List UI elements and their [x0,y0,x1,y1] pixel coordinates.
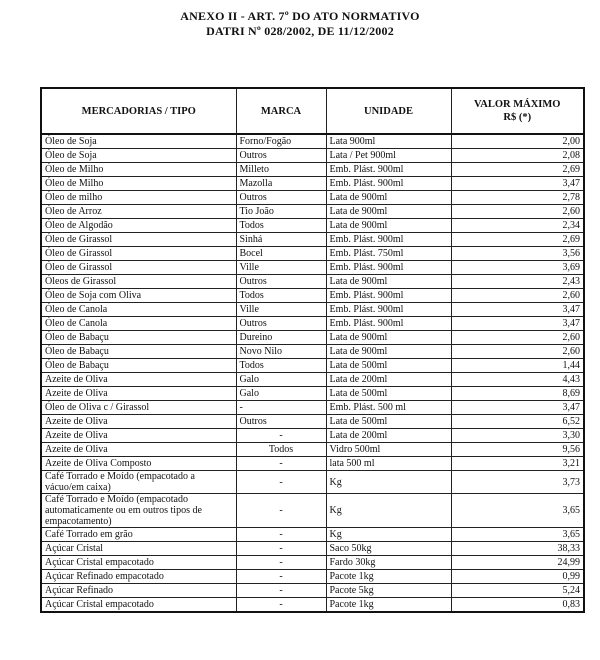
cell-marca: Mazolla [236,177,326,191]
cell-marca: Todos [236,443,326,457]
cell-valor: 2,60 [451,205,584,219]
table-row [41,205,584,219]
cell-unidade: Lata de 900ml [326,219,451,233]
table-row [41,373,584,387]
cell-valor: 3,21 [451,457,584,471]
table-row [41,387,584,401]
cell-valor: 5,24 [451,584,584,598]
cell-mercadoria: Óleo de Soja [41,134,236,149]
cell-mercadoria: Açúcar Refinado empacotado [41,570,236,584]
cell-mercadoria: Óleo de Babaçu [41,331,236,345]
table-row [41,233,584,247]
cell-valor: 8,69 [451,387,584,401]
cell-marca: Forno/Fogão [236,134,326,149]
cell-valor: 9,56 [451,443,584,457]
cell-mercadoria: Óleo de Babaçu [41,345,236,359]
table-row [41,494,584,528]
table-row [41,429,584,443]
cell-mercadoria: Azeite de Oliva [41,415,236,429]
table-row [41,415,584,429]
cell-marca: Bocel [236,247,326,261]
cell-unidade: Saco 50kg [326,542,451,556]
cell-valor: 3,47 [451,303,584,317]
cell-mercadoria: Óleo de Canola [41,303,236,317]
cell-valor: 2,60 [451,289,584,303]
cell-unidade: Lata de 900ml [326,205,451,219]
cell-marca: Galo [236,387,326,401]
table-row [41,457,584,471]
cell-marca: Todos [236,219,326,233]
cell-valor: 2,00 [451,134,584,149]
cell-valor: 2,60 [451,345,584,359]
cell-unidade: Pacote 5kg [326,584,451,598]
table-row [41,191,584,205]
table-row [41,303,584,317]
cell-unidade: Emb. Plást. 900ml [326,261,451,275]
cell-mercadoria: Azeite de Oliva [41,443,236,457]
cell-mercadoria: Azeite de Oliva [41,387,236,401]
cell-marca: Outros [236,317,326,331]
cell-unidade: Emb. Plást. 900ml [326,317,451,331]
cell-unidade: Kg [326,528,451,542]
cell-valor: 3,30 [451,429,584,443]
cell-valor: 2,60 [451,331,584,345]
cell-mercadoria: Azeite de Oliva [41,429,236,443]
cell-mercadoria: Óleos de Girassol [41,275,236,289]
cell-unidade: lata 500 ml [326,457,451,471]
cell-valor: 0,99 [451,570,584,584]
col-header-mercadorias: MERCADORIAS / TIPO [41,88,236,134]
cell-marca: Todos [236,289,326,303]
cell-mercadoria: Óleo de Babaçu [41,359,236,373]
cell-marca: Outros [236,191,326,205]
cell-marca: - [236,429,326,443]
cell-unidade: Kg [326,471,451,494]
table-row [41,163,584,177]
table-row [41,331,584,345]
cell-valor: 24,99 [451,556,584,570]
col-header-unidade: UNIDADE [326,88,451,134]
cell-mercadoria: Azeite de Oliva Composto [41,457,236,471]
cell-unidade: Lata de 500ml [326,359,451,373]
table-row [41,261,584,275]
cell-marca: Todos [236,359,326,373]
table-row [41,542,584,556]
cell-valor: 3,73 [451,471,584,494]
cell-unidade: Lata de 200ml [326,429,451,443]
cell-valor: 38,33 [451,542,584,556]
cell-unidade: Pacote 1kg [326,598,451,613]
table-row [41,598,584,613]
cell-valor: 2,43 [451,275,584,289]
cell-mercadoria: Óleo de Soja [41,149,236,163]
table-row [41,471,584,494]
cell-unidade: Emb. Plást. 900ml [326,289,451,303]
col-header-marca: MARCA [236,88,326,134]
cell-unidade: Emb. Plást. 500 ml [326,401,451,415]
cell-valor: 4,43 [451,373,584,387]
table-row [41,584,584,598]
cell-mercadoria: Óleo de Soja com Oliva [41,289,236,303]
cell-unidade: Kg [326,494,451,528]
cell-marca: Tio João [236,205,326,219]
cell-marca: Sinhá [236,233,326,247]
cell-valor: 2,69 [451,163,584,177]
cell-mercadoria: Café Torrado e Moído (empacotado automaticamente ou em outros tipos de empacotamento) [41,494,236,528]
cell-valor: 0,83 [451,598,584,613]
cell-unidade: Lata 900ml [326,134,451,149]
cell-valor: 3,69 [451,261,584,275]
cell-mercadoria: Óleo de Canola [41,317,236,331]
cell-marca: Ville [236,303,326,317]
table-row [41,317,584,331]
cell-mercadoria: Óleo de Milho [41,177,236,191]
cell-unidade: Lata de 500ml [326,415,451,429]
cell-marca: - [236,457,326,471]
table-row [41,247,584,261]
cell-unidade: Lata de 900ml [326,331,451,345]
cell-unidade: Lata de 500ml [326,387,451,401]
cell-mercadoria: Óleo de milho [41,191,236,205]
cell-mercadoria: Óleo de Arroz [41,205,236,219]
col-header-valor [451,88,584,134]
cell-mercadoria: Óleo de Oliva c / Girassol [41,401,236,415]
cell-marca: - [236,570,326,584]
table-row [41,401,584,415]
cell-mercadoria: Azeite de Oliva [41,373,236,387]
cell-mercadoria: Açúcar Cristal empacotado [41,598,236,613]
cell-mercadoria: Óleo de Algodão [41,219,236,233]
cell-marca: Milleto [236,163,326,177]
col-header-valor-label: VALOR MÁXIMO [474,99,561,110]
cell-mercadoria: Óleo de Milho [41,163,236,177]
cell-unidade: Fardo 30kg [326,556,451,570]
table-body [41,134,584,612]
cell-valor: 6,52 [451,415,584,429]
cell-marca: Outros [236,415,326,429]
cell-marca: Novo Nilo [236,345,326,359]
table-row [41,177,584,191]
cell-unidade: Pacote 1kg [326,570,451,584]
table-row [41,345,584,359]
cell-marca: - [236,584,326,598]
cell-unidade: Lata de 900ml [326,345,451,359]
cell-mercadoria: Açúcar Cristal empacotado [41,556,236,570]
cell-mercadoria: Café Torrado e Moído (empacotado a vácuo/em caixa) [41,471,236,494]
cell-mercadoria: Óleo de Girassol [41,247,236,261]
cell-valor: 3,47 [451,317,584,331]
cell-valor: 3,65 [451,494,584,528]
cell-marca: - [236,401,326,415]
cell-marca: - [236,556,326,570]
price-table [40,87,585,613]
cell-unidade: Emb. Plást. 750ml [326,247,451,261]
table-row [41,289,584,303]
table-row [41,275,584,289]
cell-marca: - [236,494,326,528]
cell-mercadoria: Óleo de Girassol [41,261,236,275]
cell-marca: - [236,542,326,556]
table-row [41,134,584,149]
cell-valor: 3,47 [451,177,584,191]
cell-marca: - [236,528,326,542]
cell-marca: Outros [236,149,326,163]
cell-unidade: Emb. Plást. 900ml [326,233,451,247]
cell-unidade: Emb. Plást. 900ml [326,163,451,177]
cell-unidade: Lata de 900ml [326,275,451,289]
cell-mercadoria: Açúcar Refinado [41,584,236,598]
cell-valor: 3,56 [451,247,584,261]
document-subtitle: DATRI Nº 028/2002, DE 11/12/2002 [206,24,394,38]
cell-unidade: Emb. Plást. 900ml [326,177,451,191]
cell-mercadoria: Açúcar Cristal [41,542,236,556]
cell-valor: 3,47 [451,401,584,415]
cell-valor: 2,08 [451,149,584,163]
col-header-valor-unit: R$ (*) [503,112,532,123]
table-row [41,528,584,542]
cell-valor: 1,44 [451,359,584,373]
cell-unidade: Emb. Plást. 900ml [326,303,451,317]
cell-valor: 2,34 [451,219,584,233]
table-row [41,149,584,163]
cell-marca: Galo [236,373,326,387]
table-header-row [41,88,584,134]
cell-valor: 3,65 [451,528,584,542]
cell-unidade: Lata / Pet 900ml [326,149,451,163]
cell-marca: Dureino [236,331,326,345]
table-row [41,570,584,584]
cell-marca: - [236,598,326,613]
cell-valor: 2,78 [451,191,584,205]
cell-mercadoria: Óleo de Girassol [41,233,236,247]
cell-mercadoria: Café Torrado em grão [41,528,236,542]
table-row [41,443,584,457]
table-row [41,556,584,570]
cell-unidade: Vidro 500ml [326,443,451,457]
table-row [41,219,584,233]
cell-valor: 2,69 [451,233,584,247]
document-title: ANEXO II - ART. 7º DO ATO NORMATIVO [180,9,420,23]
cell-unidade: Lata de 900ml [326,191,451,205]
cell-marca: Ville [236,261,326,275]
cell-marca: Outros [236,275,326,289]
table-row [41,359,584,373]
cell-marca: - [236,471,326,494]
cell-unidade: Lata de 200ml [326,373,451,387]
